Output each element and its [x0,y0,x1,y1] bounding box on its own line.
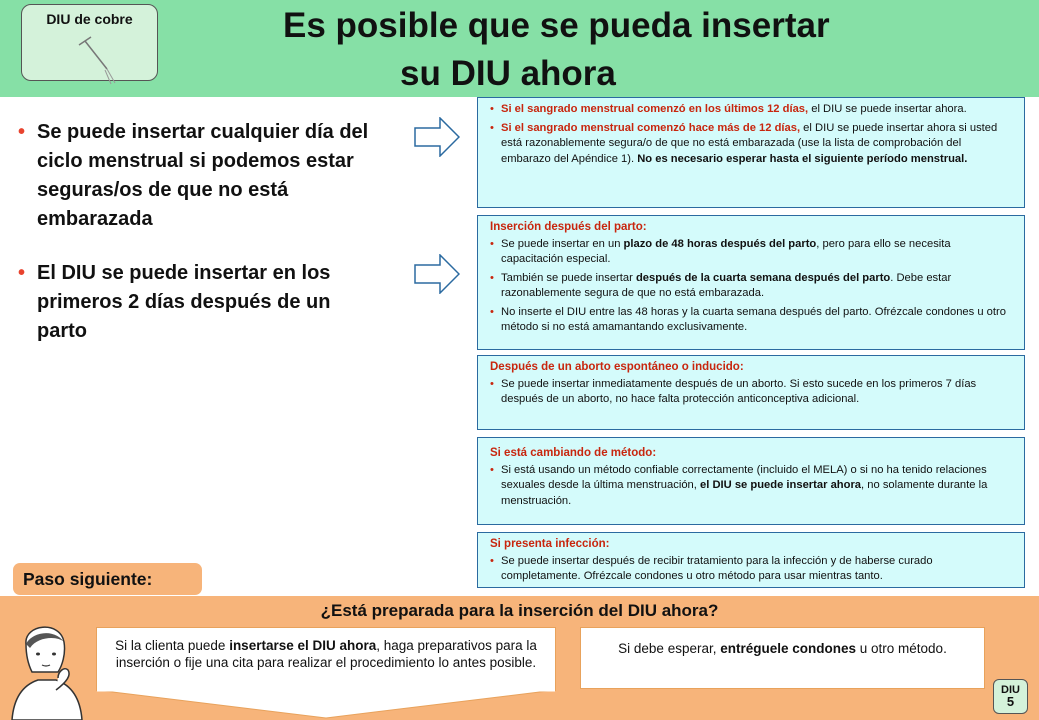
list-item: • Si el sangrado menstrual comenzó en los últimos 12 días, el DIU se puede insertar ahora. [490,103,967,115]
panel-heading: Si presenta infección: [490,538,610,550]
list-item: • Se puede insertar en un plazo de 48 horas después del parto, pero para ello se necesita capacitación especial. [490,237,951,265]
left-bullet-1-text: Se puede insertar cualquier día del ciclo menstrual si podemos estar seguras/os de que no está embarazada [37,121,369,230]
page-title-line-2: su DIU ahora [400,54,616,93]
iud-icon [77,35,137,85]
panel-heading: Inserción después del parto: [490,221,647,233]
list-item: • Si está usando un método confiable correctamente (incluido el MELA) o si no ha tenido relaciones sexuales desde la última menstruación, el DIU se puede insertar ahora, no solamente durante la menstruación. [490,463,988,507]
badge-label: DIU [1001,684,1020,696]
panel-switching [477,437,1025,525]
wait-bubble: Si debe esperar, entréguele condones u otro método. [580,627,985,689]
left-bullet-1: • Se puede insertar cualquier día del ciclo menstrual si podemos estar seguras/os de que no está embarazada [18,118,408,234]
page-badge [993,679,1028,714]
bubble-tail [96,690,566,720]
list-item: • Si el sangrado menstrual comenzó hace más de 12 días, el DIU se puede insertar ahora si usted está razonablemente segura/o de que no está embarazada (use la lista de comprobación del embarazo del Apéndice 1). No es necesario esperar hasta el siguiente período menstrual. [490,121,998,165]
diu-label-box [21,4,158,81]
panel-heading: Después de un aborto espontáneo o inducido: [490,361,744,373]
diu-label: DIU de cobre [46,11,133,27]
insert-now-bubble: Si la clienta puede insertarse el DIU ahora, haga preparativos para la inserción o fije una cita para realizar el procedimiento lo antes posible. [96,627,556,691]
next-step-label: Paso siguiente: [13,563,202,595]
panel-infection [477,532,1025,588]
footer-question: ¿Está preparada para la inserción del DIU ahora? [320,601,719,620]
panel-menstrual [477,97,1025,208]
list-item: • Se puede insertar inmediatamente después de un aborto. Si esto sucede en los primeros 7 días después de un aborto, no hace falta protección anticonceptiva adicional. [490,377,977,405]
left-bullet-2: • El DIU se puede insertar en los primeros 2 días después de un parto [18,259,373,346]
arrow-right-icon [414,254,460,294]
list-item: • No inserte el DIU entre las 48 horas y la cuarta semana después del parto. Ofrézcale condones u otro método si no está amamantando exclusivamente. [490,305,1006,333]
panel-heading: Si está cambiando de método: [490,447,657,459]
arrow-right-icon [414,117,460,157]
woman-thinking-icon [2,614,92,720]
page-title-line-1: Es posible que se pueda insertar [283,6,830,45]
badge-number: 5 [1006,694,1015,709]
left-bullet-2-text: El DIU se puede insertar en los primeros 2 días después de un parto [37,262,331,342]
list-item: • Se puede insertar después de recibir tratamiento para la infección y de haberse curado completamente. Ofrézcale condones u otro método para usar mientras tanto. [490,554,933,582]
panel-postpartum [477,215,1025,350]
panel-abortion [477,355,1025,430]
list-item: • También se puede insertar después de la cuarta semana después del parto. Debe estar razonablemente segura de que no está embarazada. [490,271,952,299]
